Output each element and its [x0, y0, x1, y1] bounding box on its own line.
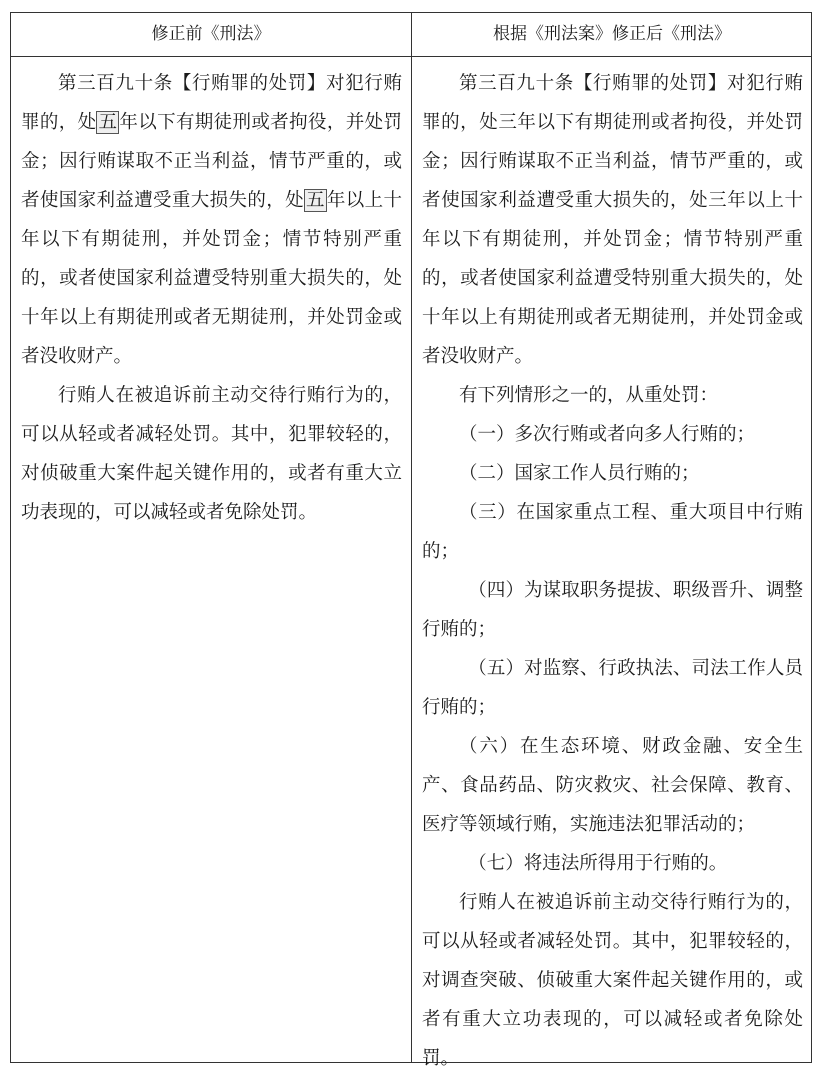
comparison-table — [10, 12, 812, 1069]
list-item: （三）在国家重点工程、重大项目中行贿的； — [422, 502, 803, 562]
list-item: （七）将违法所得用于行贿的。 — [468, 853, 728, 874]
list-item: （六）在生态环境、财政金融、安全生产、食品药品、防灾救灾、社会保障、教育、医疗等领域行贿，实施违法犯罪活动的； — [422, 736, 803, 835]
list-item: （四）为谋取职务提拔、职级晋升、调整行贿的； — [422, 580, 803, 640]
article-title: 第三百九十条【行贿罪的处罚】 — [459, 73, 728, 94]
highlighted-term: 五 — [306, 190, 325, 211]
column-before — [11, 57, 411, 532]
changed-text: 从轻或者 — [59, 424, 136, 445]
header-after: 根据《刑法案》修正后《刑法》 — [493, 24, 731, 44]
list-item: （五）对监察、行政执法、司法工作人员行贿的； — [422, 658, 803, 718]
changed-text: 其中，犯罪较轻的，对侦破重大案件起关键作用的，或者有重大立功表现的，可以减轻或者免除处罚。 — [21, 424, 402, 523]
confession-clause-before: 行贿人在被追诉前主动交待行贿行为的，可以从轻或者减轻处罚。其中，犯罪较轻的，对侦破重大案件起关键作用的，或者有重大立功表现的，可以减轻或者免除处罚。 — [21, 385, 402, 523]
changed-text: 调查突破 — [441, 970, 518, 991]
column-after — [412, 57, 812, 1078]
article-title: 第三百九十条【行贿罪的处罚】 — [58, 73, 327, 94]
article-390-before: 第三百九十条【行贿罪的处罚】对犯行贿罪的，处 五 年以下有期徒刑或者拘役，并处罚金；因行贿谋取不正当利益，情节严重的，或者使国家利益遭受重大损失的，处 五 年以上十年以下有期徒刑，并处罚金；情节特别严重的，或者使国家利益遭受特别重大损失的，处十年以上有期徒刑或者无期徒刑，并处罚金或者没收财产。 — [21, 73, 402, 367]
article-390-after: 第三百九十条【行贿罪的处罚】对犯行贿罪的，处三年以下有期徒刑或者拘役，并处罚金；因行贿谋取不正当利益，情节严重的，或者使国家利益遭受重大损失的，处三年以上十年以下有期徒刑，并处罚金；情节特别严重的，或者使国家利益遭受特别重大损失的，处十年以上有期徒刑或者无期徒刑，并处罚金或者没收财产。 — [422, 73, 803, 367]
list-item: （一）多次行贿或者向多人行贿的； — [459, 424, 756, 445]
header-before: 修正前《刑法》 — [151, 24, 271, 44]
aggravating-intro: 有下列情形之一的，从重处罚： — [459, 385, 719, 406]
highlighted-term: 五 — [98, 112, 118, 133]
confession-clause-after: 行贿人在被追诉前主动交待行贿行为的，可以从轻或者减轻处罚。其中，犯罪较轻的，对调查突破、侦破重大案件起关键作用的，或者有重大立功表现的，可以减轻或者免除处罚。 — [422, 892, 803, 1069]
list-item: （二）国家工作人员行贿的； — [459, 463, 700, 484]
